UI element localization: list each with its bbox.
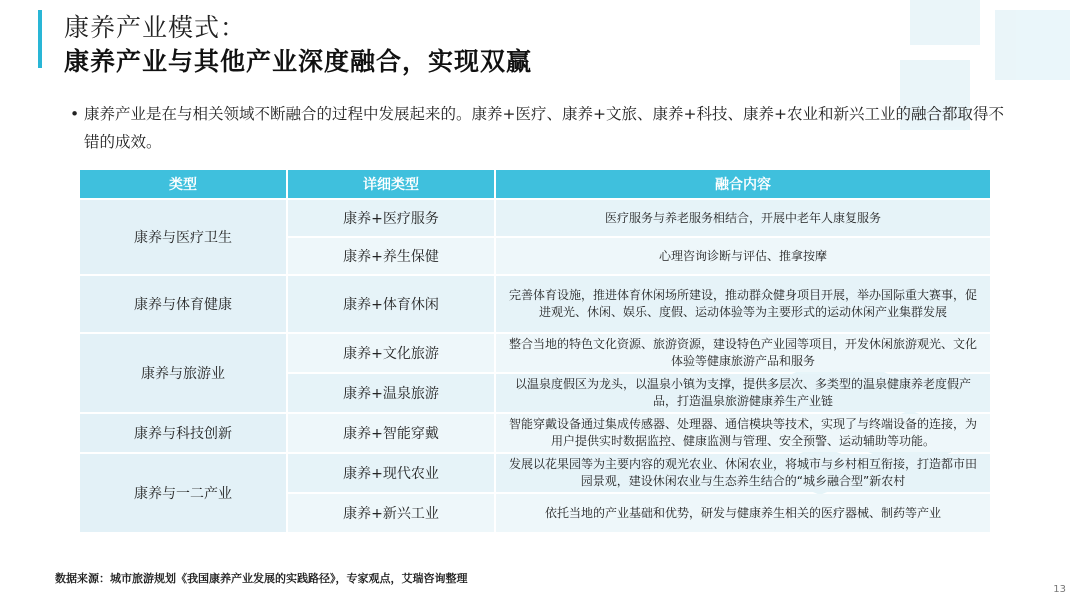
header-detail-type: 详细类型 xyxy=(288,170,496,198)
detail-cell: 康养+现代农业 xyxy=(288,454,496,492)
type-cell: 康养与医疗卫生 xyxy=(80,200,288,274)
page-title-line1: 康养产业模式： xyxy=(64,13,247,42)
content-cell: 依托当地的产业基础和优势，研发与健康养生相关的医疗器械、制药等产业 xyxy=(496,494,990,532)
detail-cell: 康养+文化旅游 xyxy=(288,334,496,372)
type-cell: 康养与旅游业 xyxy=(80,334,288,412)
table-row xyxy=(80,276,990,332)
content-cell: 医疗服务与养老服务相结合，开展中老年人康复服务 xyxy=(496,200,990,236)
intro-text: 康养产业是在与相关领域不断融合的过程中发展起来的。康养+医疗、康养+文旅、康养+科技、康养+农业和新兴工业的融合都取得不错的成效。 xyxy=(84,105,1004,151)
content-cell: 心理咨询诊断与评估、推拿按摩 xyxy=(496,238,990,274)
detail-cell: 康养+新兴工业 xyxy=(288,494,496,532)
page-number: 13 xyxy=(1053,584,1066,595)
intro-bullet xyxy=(70,100,1010,156)
type-cell: 康养与科技创新 xyxy=(80,414,288,452)
detail-cell: 康养+养生保健 xyxy=(288,238,496,274)
data-source-note: 数据来源：城市旅游规划《我国康养产业发展的实践路径》，专家观点，艾瑞咨询整理 xyxy=(55,572,468,585)
detail-cell: 康养+体育休闲 xyxy=(288,276,496,332)
header-content: 融合内容 xyxy=(496,170,990,198)
content-cell: 整合当地的特色文化资源、旅游资源，建设特色产业园等项目，开发休闲旅游观光、文化体验等健康旅游产品和服务 xyxy=(496,334,990,372)
page-title-line2: 康养产业与其他产业深度融合，实现双赢 xyxy=(64,47,533,76)
type-cell: 康养与一二产业 xyxy=(80,454,288,532)
content-cell: 以温泉度假区为龙头，以温泉小镇为支撑，提供多层次、多类型的温泉健康养老度假产品，打造温泉旅游健康养生产业链 xyxy=(496,374,990,412)
title-accent-bar xyxy=(38,10,42,68)
content-cell: 发展以花果园等为主要内容的观光农业、休闲农业，将城市与乡村相互衔接，打造都市田园景观，建设休闲农业与生态养生结合的“城乡融合型”新农村 xyxy=(496,454,990,492)
table-row xyxy=(80,200,990,236)
fusion-table xyxy=(80,168,990,534)
detail-cell: 康养+温泉旅游 xyxy=(288,374,496,412)
table-row xyxy=(80,334,990,372)
table-row xyxy=(80,414,990,452)
detail-cell: 康养+医疗服务 xyxy=(288,200,496,236)
type-cell: 康养与体育健康 xyxy=(80,276,288,332)
content-cell: 完善体育设施，推进体育休闲场所建设，推动群众健身项目开展，举办国际重大赛事，促进观光、休闲、娱乐、度假、运动体验等为主要形式的运动休闲产业集群发展 xyxy=(496,276,990,332)
table-row xyxy=(80,454,990,492)
header-type: 类型 xyxy=(80,170,288,198)
content-cell: 智能穿戴设备通过集成传感器、处理器、通信模块等技术，实现了与终端设备的连接，为用户提供实时数据监控、健康监测与管理、安全预警、运动辅助等功能。 xyxy=(496,414,990,452)
table-header-row xyxy=(80,170,990,198)
detail-cell: 康养+智能穿戴 xyxy=(288,414,496,452)
bullet-dot: • xyxy=(70,105,80,123)
